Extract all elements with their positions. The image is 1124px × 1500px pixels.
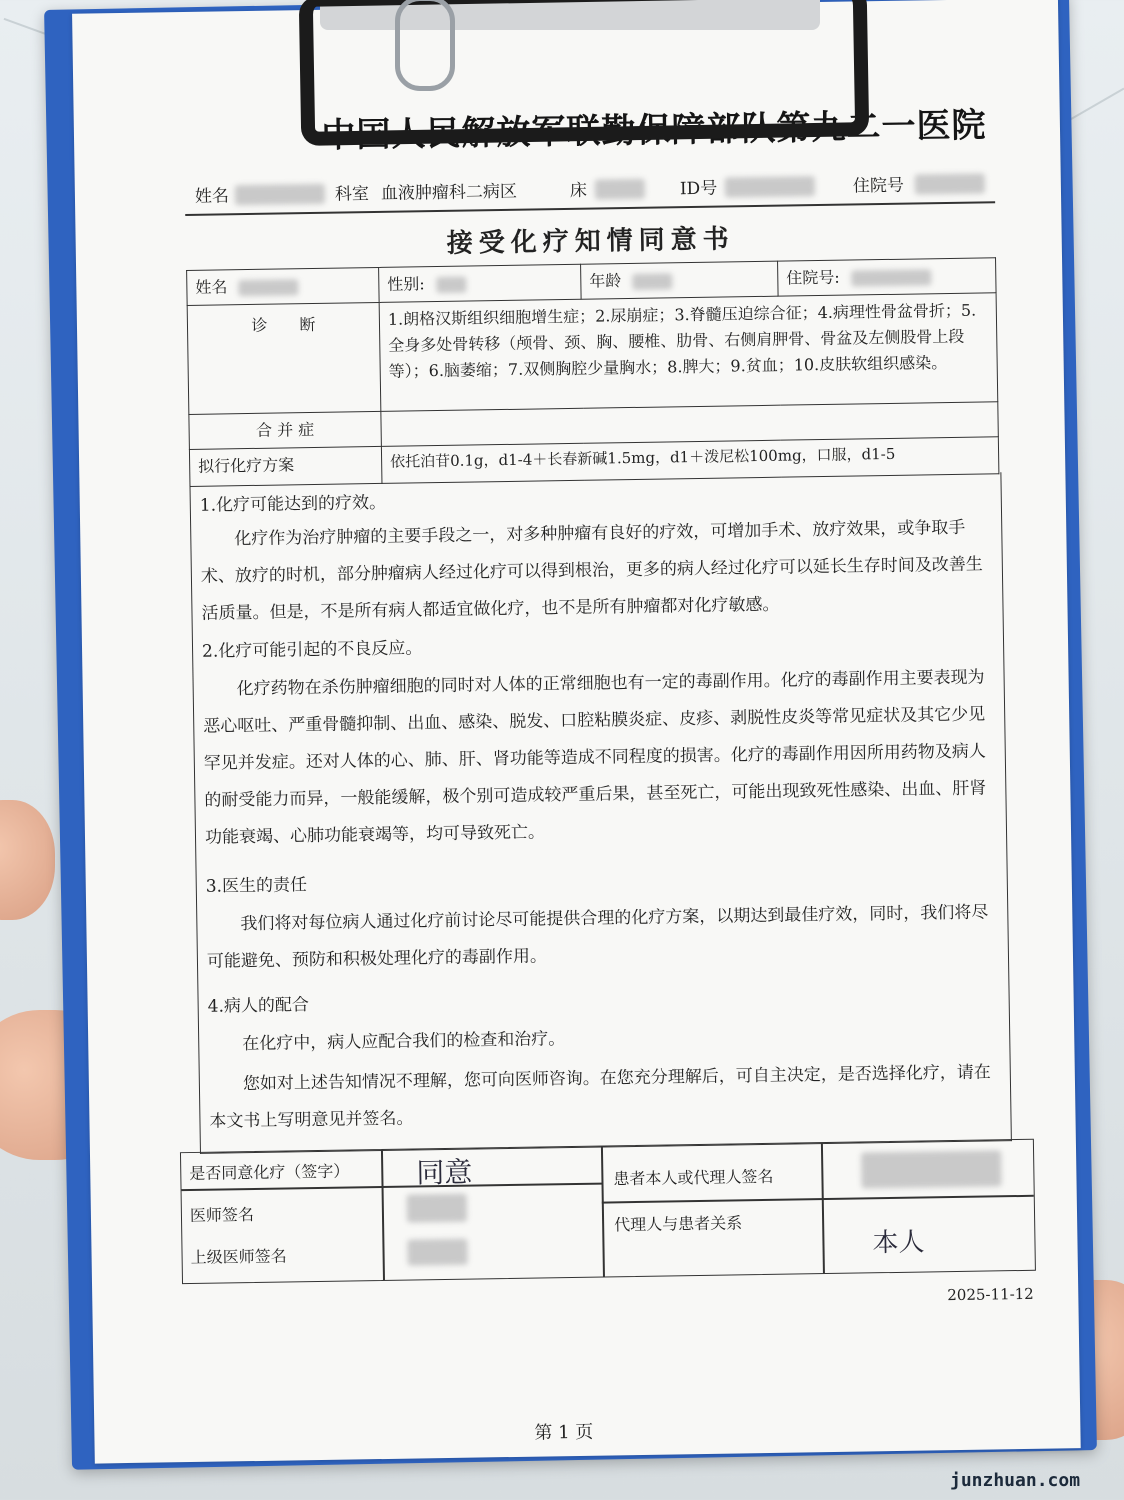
redacted-name [238,279,298,296]
relation-label: 代理人与患者关系 [614,1213,743,1235]
doctor-sign-label: 医师签名 [189,1205,255,1226]
hospital-name: 中国人民解放军联勤保障部队第九二一医院 [321,105,987,156]
age-label: 年龄 [589,271,622,291]
redacted-admission [851,269,931,286]
relation-handwritten: 本人 [872,1227,925,1259]
bed-label: 床 [569,180,588,201]
plan-label: 拟行化疗方案 [189,446,382,486]
left-hand [0,800,55,920]
redacted-gender [436,276,466,292]
redacted-admission [915,173,985,194]
closing-text: 您如对上述告知情况不理解，您可向医师咨询。在您充分理解后，可自主决定，是否选择化疗，请在本文书上写明意见并签名。 [209,1062,991,1132]
consent-form-paper [72,0,1081,1464]
sig-divider [601,1147,605,1277]
section-3-heading: 3.医生的责任 [205,875,308,897]
sig-divider [381,1150,385,1280]
age-cell [581,261,779,299]
admission-cell [778,258,997,296]
table-row [187,293,998,415]
gender-label: 性别: [387,274,425,294]
dept-value: 血液肿瘤科二病区 [380,181,518,204]
section-3-body: 我们将对每位病人通过化疗前讨论尽可能提供合理的化疗方案，以期达到最佳疗效，同时，我们将尽可能避免、预防和积极处理化疗的毒副作用。 [206,902,989,972]
section-2-body: 化疗药物在杀伤肿瘤细胞的同时对人体的正常细胞也有一定的毒副作用。化疗的毒副作用主要表现为恶心呕吐、严重骨髓抑制、出血、感染、脱发、口腔粘膜炎症、皮疹、剥脱性皮炎等常见症状及其它少见罕见并发症。还对人体的心、肺、肝、肾功能等造成不同程度的损害。化疗的毒副作用因所用药物及病人的耐受能力而异，一般能缓解，极个别可造成较严重后果，甚至死亡，可能出现致死性感染、出血、肝肾功能衰竭、心肺功能衰竭等，均可导致死亡。 [203,667,987,848]
name-label: 姓名 [194,186,230,207]
name-label: 姓名 [195,277,228,297]
redacted-id [725,176,815,197]
redacted-age [632,273,672,290]
section-4-heading: 4.病人的配合 [207,995,310,1017]
sig-divider [182,1183,602,1191]
senior-doctor-label: 上级医师签名 [190,1246,287,1268]
clip-ring [395,0,455,91]
patient-table [186,257,999,487]
form-title: 接受化疗知情同意书 [446,224,735,259]
complication-label: 合 并 症 [189,411,382,449]
admission-label: 住院号 [852,175,905,197]
section-1-body: 化疗作为治疗肿瘤的主要手段之一，对多种肿瘤有良好的疗效，可增加手术、放疗效果，或争取手术、放疗的时机，部分肿瘤病人经过化疗可以得到根治，更多的病人经过化疗可以延长生存时间及改善生活质量。但是，不是所有病人都适宜做化疗，也不是所有肿瘤都对化疗敏感。 [200,517,983,624]
plan-value: 依托泊苷0.1g，d1-4＋长春新碱1.5mg，d1＋泼尼松100mg，口服，d1-5 [381,437,999,484]
site-watermark: junzhuan.com [950,1470,1081,1491]
sig-divider [821,1143,825,1273]
diagnosis-value: 1.朗格汉斯组织细胞增生症；2.尿崩症；3.脊髓压迫综合征；4.病理性骨盆骨折；5.全身多处骨转移（颅骨、颈、胸、腰椎、肋骨、右侧肩胛骨、骨盆及左侧股骨上段等）；6.脑萎缩；7.双侧胸腔少量胸水；8.脾大；9.贫血；10.皮肤软组织感染。 [379,293,998,412]
id-label: ID号 [679,178,718,200]
section-4-body: 在化疗中，病人应配合我们的检查和治疗。 [242,1029,566,1055]
dept-label: 科室 [334,184,370,205]
sig-divider [602,1195,1034,1203]
gender-cell [379,264,582,302]
redacted-doctor-signature [407,1194,467,1223]
signature-table [180,1139,1036,1284]
patient-sign-label: 患者本人或代理人签名 [613,1166,774,1189]
section-2-heading: 2.化疗可能引起的不良反应。 [201,638,423,662]
section-1-heading: 1.化疗可能达到的疗效。 [199,492,387,516]
consent-label: 是否同意化疗（签字） [189,1161,350,1184]
redacted-bed [595,179,645,200]
redacted-senior-signature [407,1239,467,1266]
redacted-name [235,184,325,205]
name-cell [187,267,380,305]
page-number: 第 1 页 [534,1421,594,1444]
form-date: 2025-11-12 [947,1284,1034,1305]
patient-info-line [185,169,995,216]
consent-handwritten: 同意 [416,1155,473,1190]
redacted-patient-signature [861,1150,1002,1188]
admission-label: 住院号: [786,267,840,288]
clipboard-clip [299,0,870,146]
diagnosis-label: 诊 断 [187,302,381,414]
